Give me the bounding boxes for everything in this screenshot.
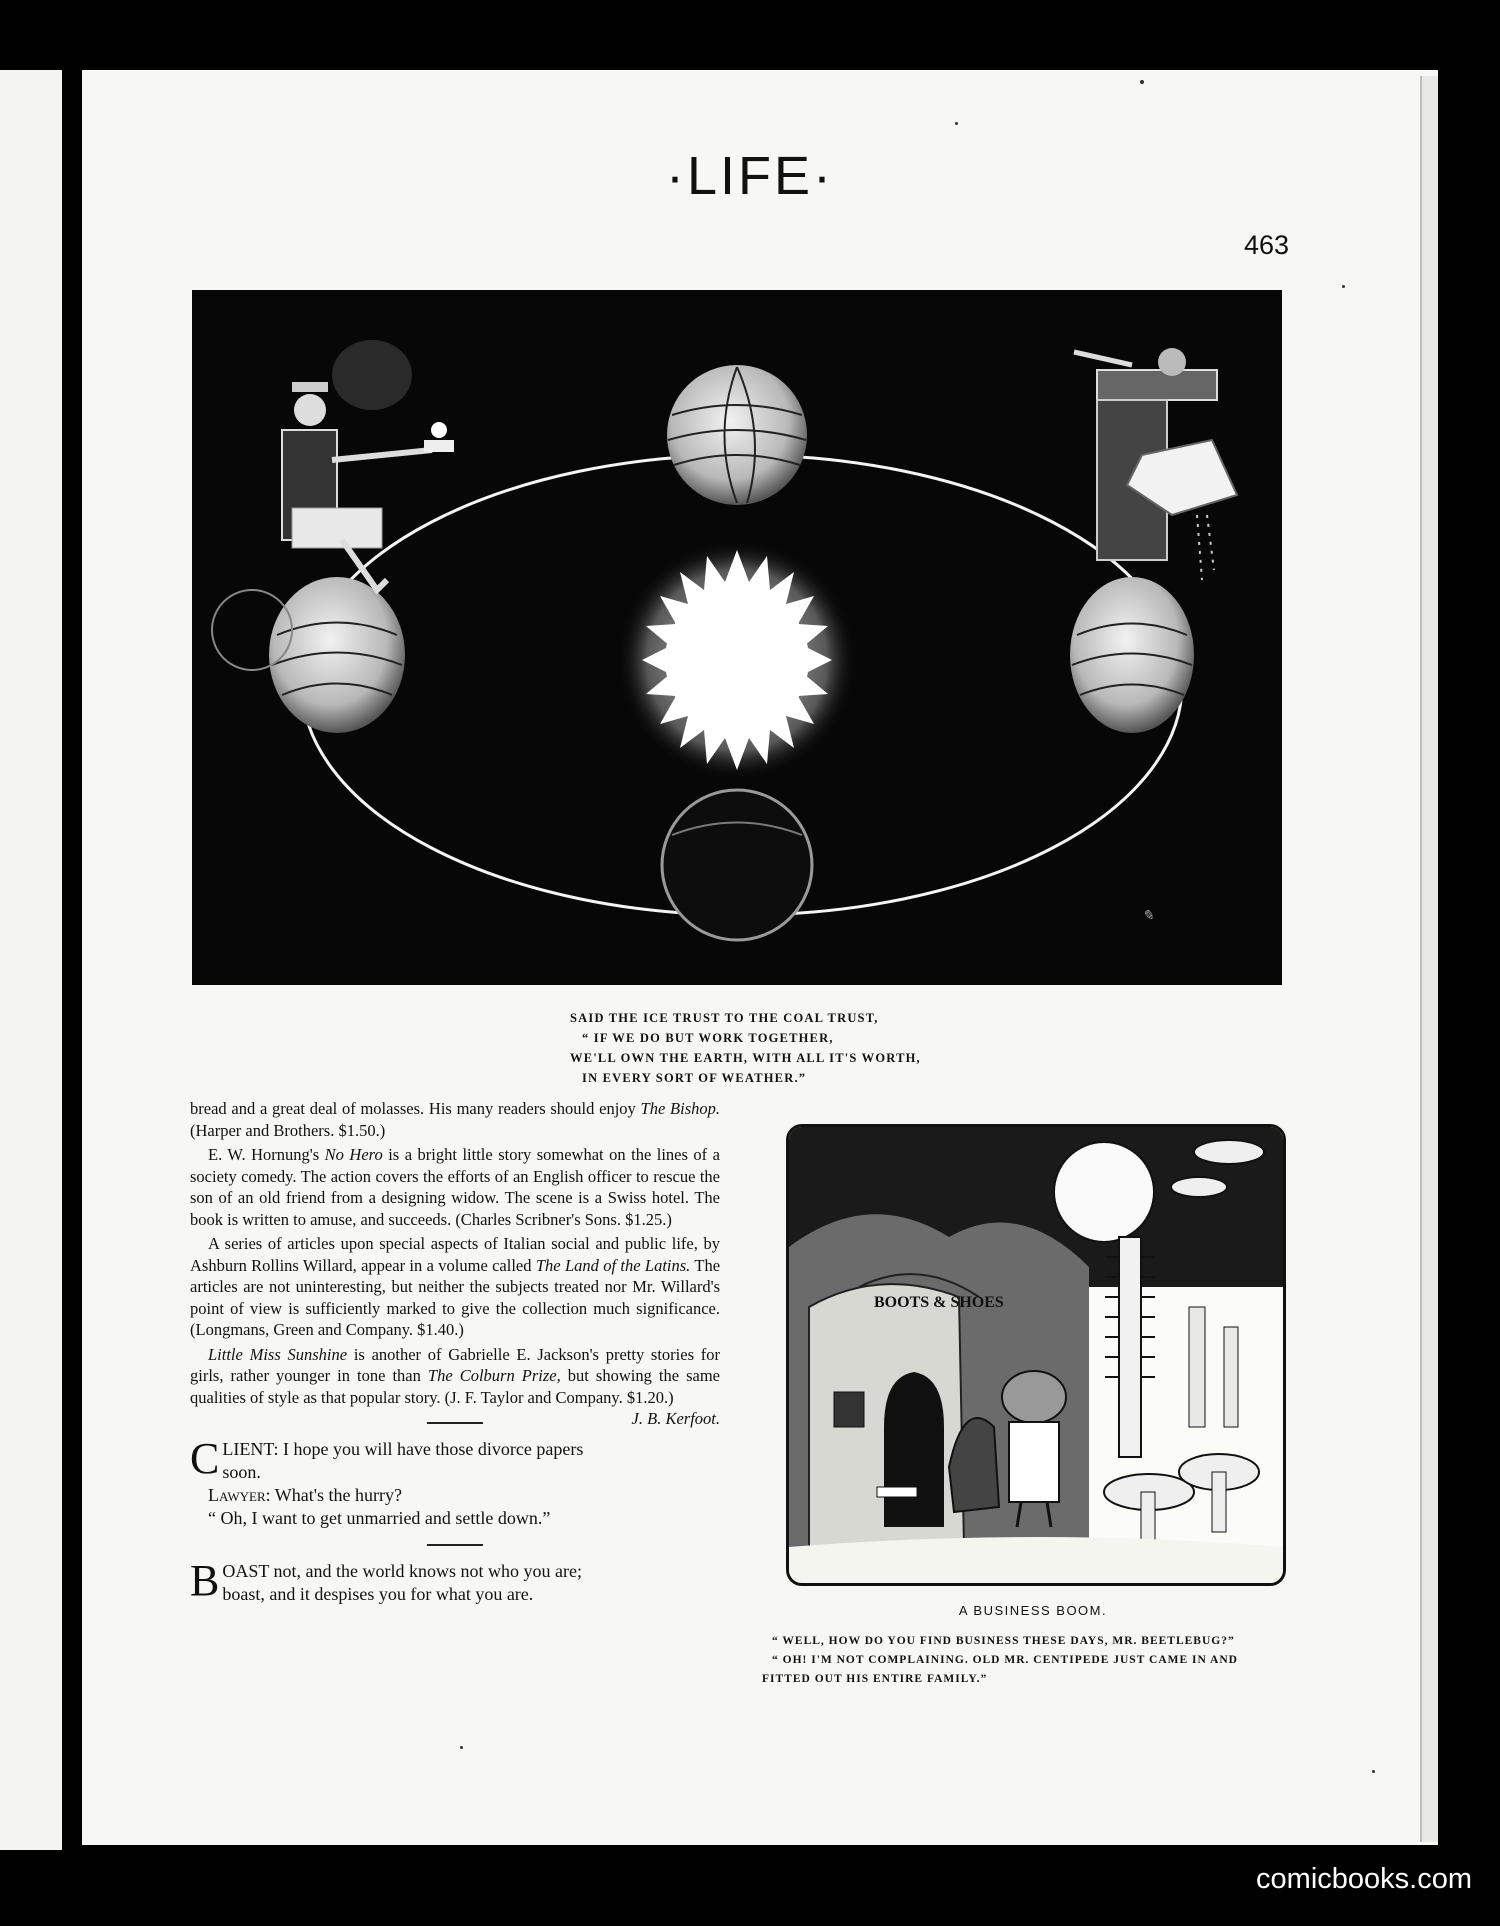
globe-left (269, 577, 405, 733)
review-paragraph-3: A series of articles upon special aspects of Italian social and public life, by Ashburn Rollins Willard, appear in a volume called The Land of the Latins. The articles are not uninteresting, but neither the subjects treated nor Mr. Willard's point of view is sufficiently marked to give the collection much significance. (Longmans, Green and Company. $1.40.) (190, 1234, 721, 1339)
business-boom-caption: “ WELL, HOW DO YOU FIND BUSINESS THESE DAYS, MR. BEETLEBUG?” “ OH! I'M NOT COMPLAINING. OLD MR. CENTIPEDE JUST CAME IN AND FITTED OUT HIS ENTIRE FAMILY.” (762, 1635, 1238, 1685)
site-watermark: comicbooks.com (1256, 1863, 1472, 1895)
boots-shoes-sign: BOOTS & SHOES (874, 1294, 1004, 1311)
globe-right (1070, 577, 1194, 733)
caption-line-2: “ IF WE DO BUT WORK TOGETHER, (582, 1031, 834, 1045)
review-paragraph-1: bread and a great deal of molasses. His many readers should enjoy The Bishop. (Harper and Brothers. $1.50.) (190, 1099, 720, 1140)
globe-top (667, 365, 807, 505)
drop-cap-b: B (190, 1556, 220, 1605)
section-divider-2 (427, 1544, 483, 1546)
book-review-column (190, 1098, 720, 1606)
caption-line-4: IN EVERY SORT OF WEATHER.” (582, 1071, 807, 1085)
section-divider (427, 1422, 483, 1424)
moon (1054, 1142, 1154, 1242)
boast-proverb: BOAST not, and the world knows not who you are; boast, and it despises you for what you are. (190, 1556, 582, 1605)
business-boom-cartoon (786, 1124, 1286, 1586)
review-paragraph-4: Little Miss Sunshine is another of Gabrielle E. Jackson's pretty stories for girls, rather younger in tone than The Colburn Prize, but showing the same qualities of style as that popular story. (J. F. Taylor and Company. $1.20.) J. B. Kerfoot. (190, 1344, 720, 1428)
caption-line-1: SAID THE ICE TRUST TO THE COAL TRUST, (570, 1011, 879, 1025)
ice-coal-trust-cartoon (192, 290, 1282, 985)
business-boom-title: A BUSINESS BOOM. (958, 1603, 1108, 1618)
caption-line-3: WE'LL OWN THE EARTH, WITH ALL IT'S WORTH, (570, 1051, 921, 1065)
reviewer-signature: J. B. Kerfoot. (631, 1409, 720, 1428)
page-number: 463 (1244, 230, 1290, 260)
globe-bottom-dark (662, 790, 812, 940)
divorce-joke: CLIENT: I hope you will have those divorce papers soon. Lawyer: What's the hurry? “ Oh, I want to get unmarried and settle down.” (190, 1434, 584, 1528)
masthead-title: ·LIFE· (665, 146, 834, 206)
svg-text:✎: ✎ (1142, 909, 1154, 924)
ice-man-figure (1074, 348, 1237, 580)
page-edge (1420, 76, 1438, 1842)
adjacent-page-sliver (0, 70, 62, 1850)
drop-cap-c: C (190, 1434, 220, 1483)
cartoon-top-caption (570, 1008, 990, 1088)
review-paragraph-2: E. W. Hornung's No Hero is a bright little story somewhat on the lines of a society comedy. The action covers the efforts of an English officer to rescue the son of an old friend from a designing widow. The scene is a Swiss hotel. The book is written to amuse, and succeeds. (Charles Scribner's Sons. $1.25.) (190, 1145, 720, 1229)
